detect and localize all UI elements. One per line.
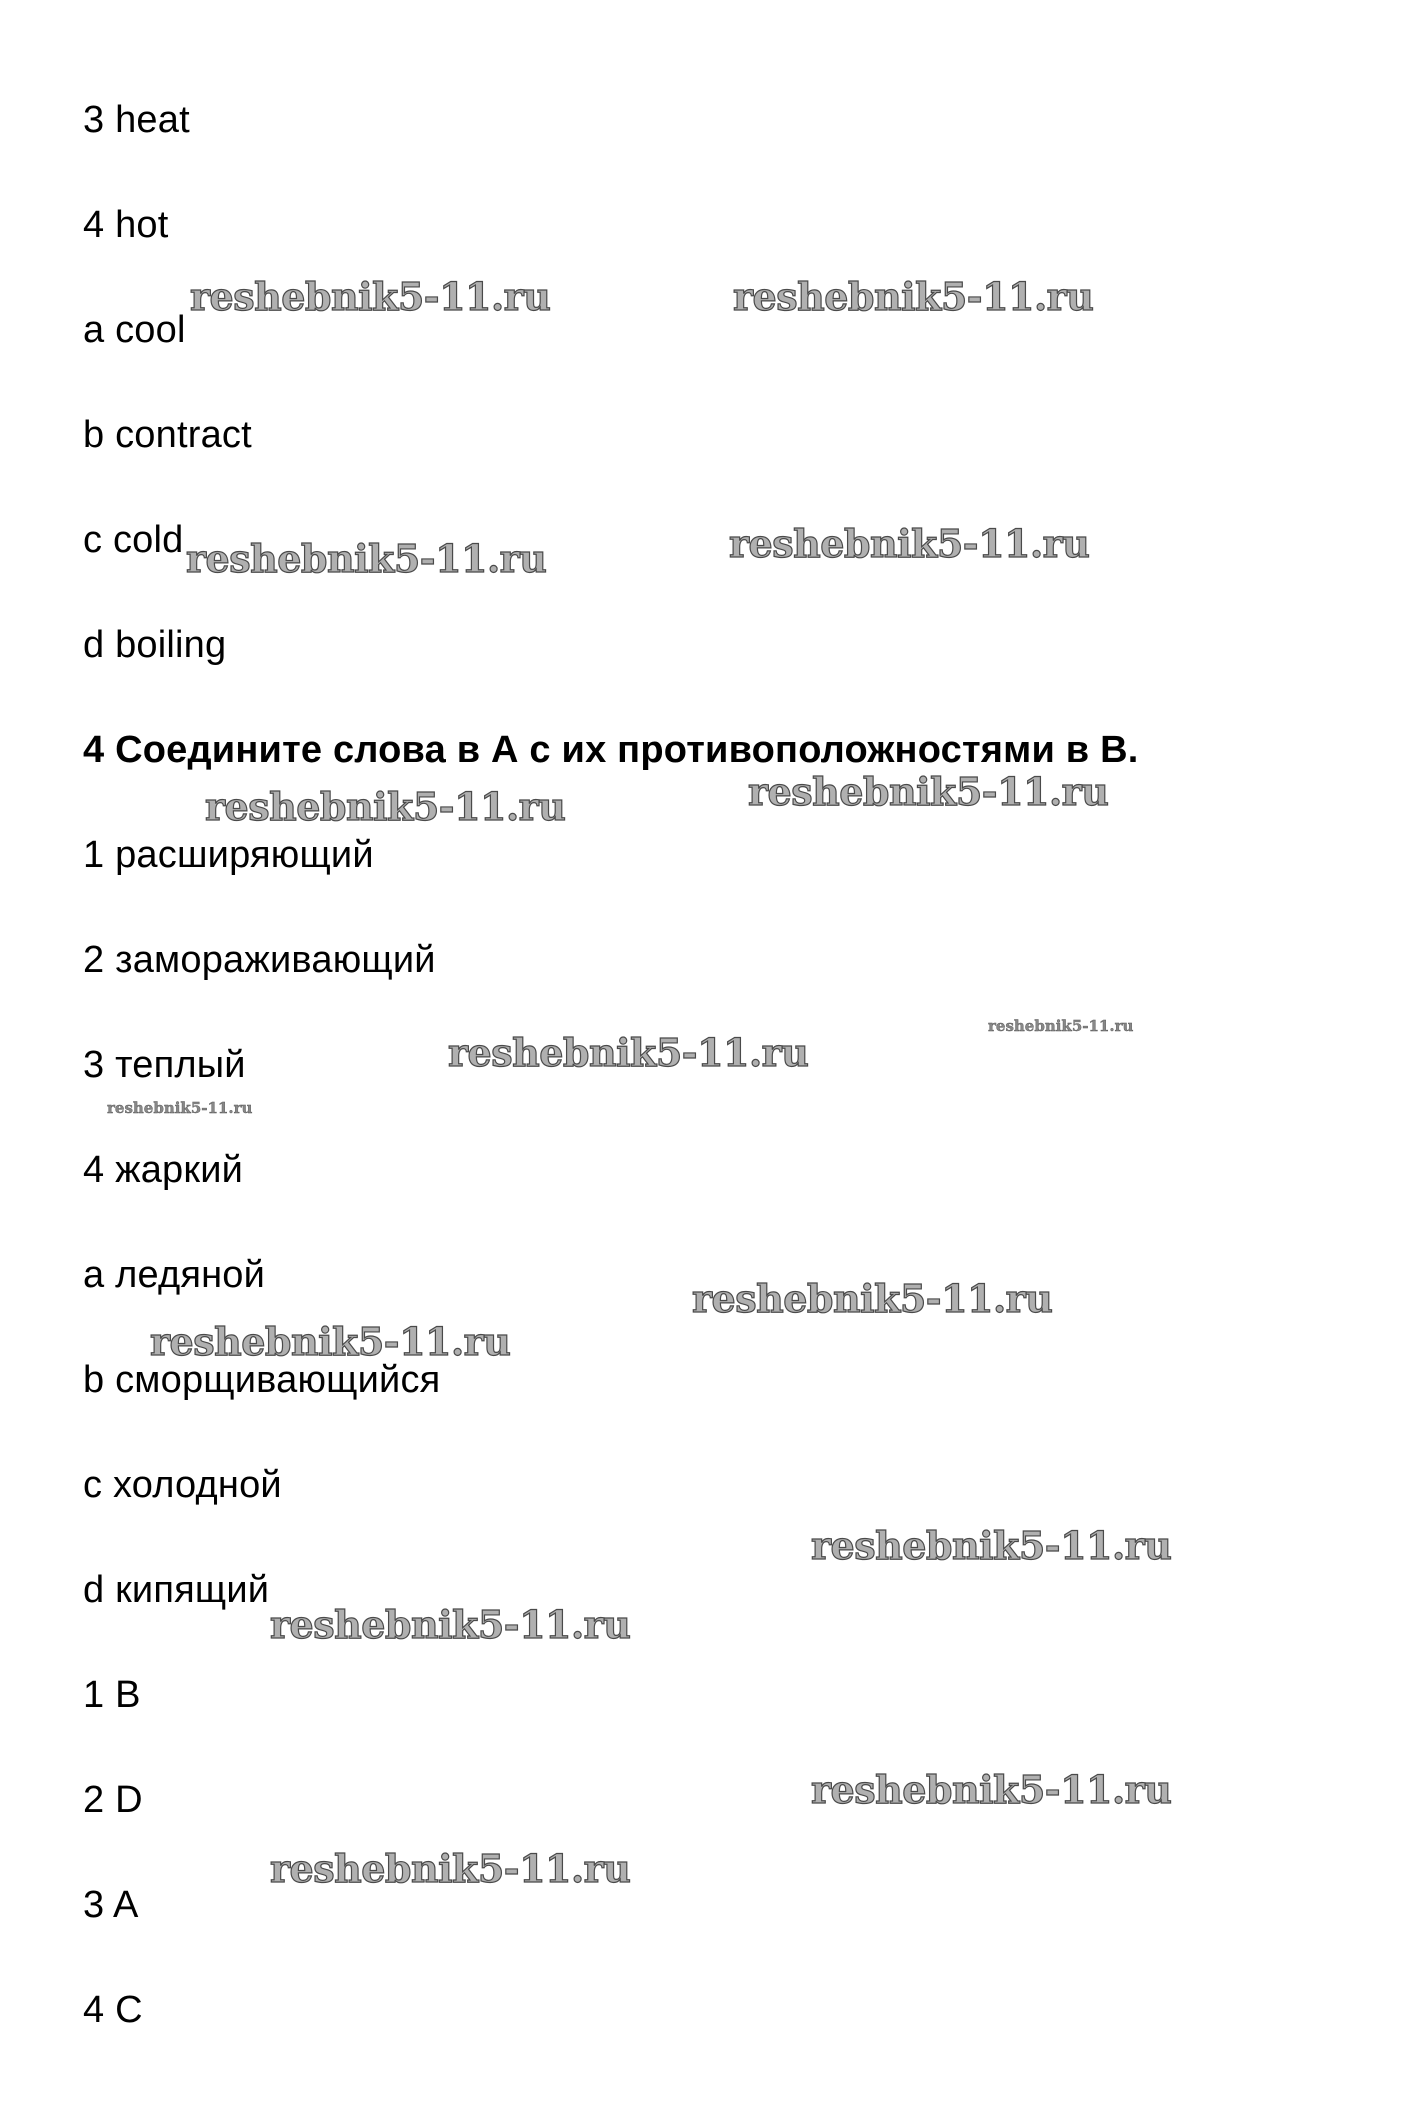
watermark: reshebnik5-11.ru bbox=[190, 274, 551, 319]
answer-3: 3 A bbox=[83, 1884, 139, 1926]
watermark: reshebnik5-11.ru bbox=[186, 536, 547, 581]
item-1-expanding: 1 расширяющий bbox=[83, 834, 374, 876]
answer-4: 4 C bbox=[83, 1989, 143, 2031]
watermark: reshebnik5-11.ru bbox=[448, 1030, 809, 1075]
watermark: reshebnik5-11.ru bbox=[270, 1602, 631, 1647]
watermark: reshebnik5-11.ru bbox=[811, 1767, 1172, 1812]
item-a-icy: a ледяной bbox=[83, 1254, 266, 1296]
watermark: reshebnik5-11.ru bbox=[729, 521, 1090, 566]
item-2-freezing: 2 замораживающий bbox=[83, 939, 436, 981]
watermark: reshebnik5-11.ru bbox=[150, 1319, 511, 1364]
item-3-warm: 3 теплый bbox=[83, 1044, 246, 1086]
item-d-boiling: d boiling bbox=[83, 624, 227, 666]
item-b-contract: b contract bbox=[83, 414, 252, 456]
item-4-hot: 4 hot bbox=[83, 204, 169, 246]
item-c-cold: c cold bbox=[83, 519, 184, 561]
watermark-small: reshebnik5-11.ru bbox=[107, 1099, 253, 1117]
exercise-heading: 4 Соедините слова в А с их противоположностями в В. bbox=[83, 729, 1139, 771]
watermark: reshebnik5-11.ru bbox=[692, 1276, 1053, 1321]
watermark: reshebnik5-11.ru bbox=[205, 784, 566, 829]
item-d-boiling-ru: d кипящий bbox=[83, 1569, 270, 1611]
item-4-hot-ru: 4 жаркий bbox=[83, 1149, 244, 1191]
watermark: reshebnik5-11.ru bbox=[733, 274, 1094, 319]
item-b-shrinking: b сморщивающийся bbox=[83, 1359, 441, 1401]
item-c-cold-ru: c холодной bbox=[83, 1464, 282, 1506]
answer-1: 1 B bbox=[83, 1674, 141, 1716]
item-a-cool: a cool bbox=[83, 309, 186, 351]
watermark: reshebnik5-11.ru bbox=[270, 1846, 631, 1891]
watermark: reshebnik5-11.ru bbox=[811, 1523, 1172, 1568]
item-3-heat: 3 heat bbox=[83, 99, 190, 141]
answer-2: 2 D bbox=[83, 1779, 143, 1821]
watermark-small: reshebnik5-11.ru bbox=[988, 1017, 1134, 1035]
watermark: reshebnik5-11.ru bbox=[748, 769, 1109, 814]
